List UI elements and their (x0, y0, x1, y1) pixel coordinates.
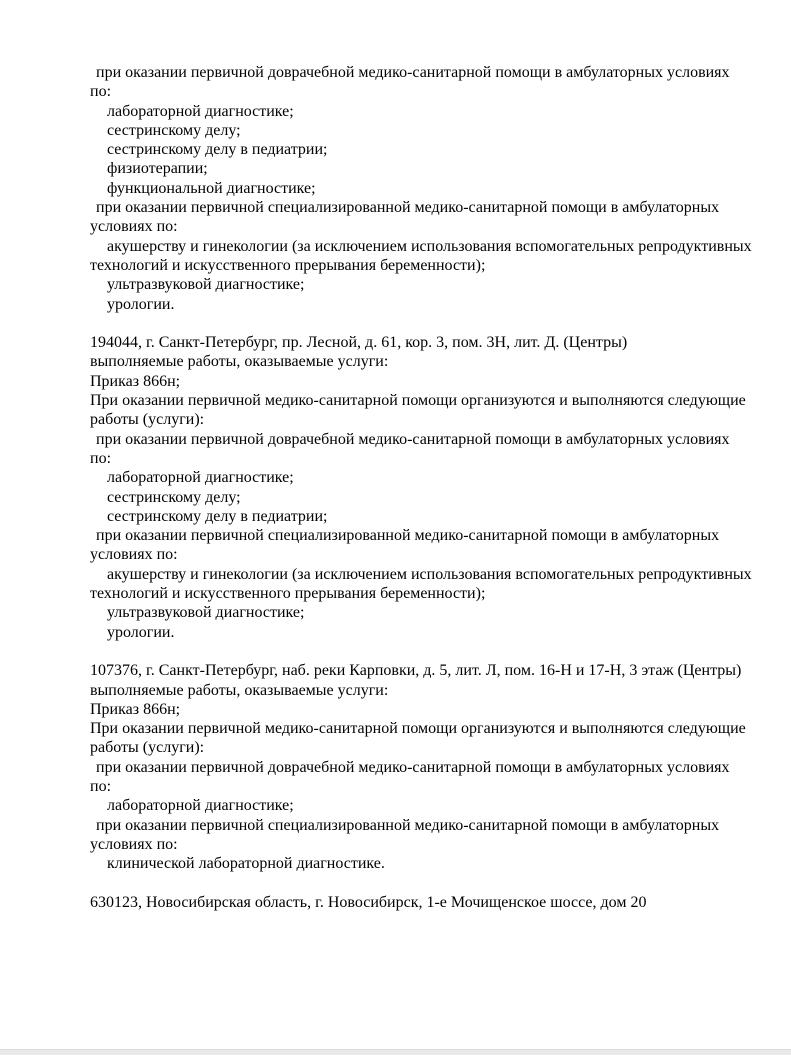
doc-line: при оказании первичной специализированной медико-санитарной помощи в амбулаторных (96, 527, 720, 545)
doc-line: сестринскому делу; (107, 488, 241, 506)
doc-line: 107376, г. Санкт-Петербург, наб. реки Карповки, д. 5, лит. Л, пом. 16-Н и 17-Н, 3 этаж (Центры) (90, 662, 742, 680)
blank-line (90, 314, 755, 333)
doc-line: 194044, г. Санкт-Петербург, пр. Лесной, д. 61, кор. 3, пом. 3Н, лит. Д. (Центры) (90, 334, 628, 352)
doc-line: при оказании первичной доврачебной медико-санитарной помощи в амбулаторных условиях (96, 64, 730, 81)
doc-line: функциональной диагностике; (107, 179, 316, 197)
doc-line: условиях по: (90, 546, 178, 564)
doc-line: Приказ 866н; (90, 700, 181, 718)
blank-line (90, 642, 755, 661)
doc-line: технологий и искусственного прерывания беременности); (90, 585, 486, 603)
doc-line: ультразвуковой диагностике; (107, 276, 305, 294)
doc-line: сестринскому делу в педиатрии; (107, 141, 328, 159)
doc-line: выполняемые работы, оказываемые услуги: (90, 353, 389, 371)
doc-line: урологии. (107, 623, 175, 641)
doc-line: лабораторной диагностике; (107, 469, 294, 487)
doc-line: сестринскому делу в педиатрии; (107, 507, 328, 525)
doc-line: работы (услуги): (90, 411, 205, 429)
doc-line: лабораторной диагностике; (107, 797, 294, 815)
paragraph (90, 333, 755, 642)
doc-line: технологий и искусственного прерывания беременности); (90, 256, 486, 274)
paragraph (90, 63, 755, 314)
paragraph (90, 893, 755, 912)
blank-line (90, 873, 755, 892)
doc-line: при оказании первичной специализированной медико-санитарной помощи в амбулаторных (96, 199, 720, 217)
doc-line: Приказ 866н; (90, 372, 181, 390)
doc-line: по: (90, 83, 112, 101)
doc-line: по: (90, 449, 112, 467)
doc-line: по: (90, 777, 112, 795)
doc-line: при оказании первичной доврачебной медико-санитарной помощи в амбулаторных условиях (96, 758, 730, 776)
doc-line: урологии. (107, 295, 175, 313)
doc-line: физиотерапии; (107, 160, 208, 178)
doc-line: условиях по: (90, 835, 178, 853)
document-body (90, 63, 755, 912)
doc-line: При оказании первичной медико-санитарной помощи организуются и выполняются следующие (90, 392, 746, 410)
doc-line: при оказании первичной специализированной медико-санитарной помощи в амбулаторных (96, 816, 720, 834)
doc-line: акушерству и гинекологии (за исключением использования вспомогательных репродуктивных (107, 565, 752, 583)
paragraph (90, 661, 755, 873)
doc-line: ультразвуковой диагностике; (107, 604, 305, 622)
doc-line: работы (услуги): (90, 739, 205, 757)
doc-line: сестринскому делу; (107, 121, 241, 139)
doc-line: клинической лабораторной диагностике. (107, 855, 385, 873)
doc-line: при оказании первичной доврачебной медико-санитарной помощи в амбулаторных условиях (96, 430, 730, 448)
doc-line: При оказании первичной медико-санитарной помощи организуются и выполняются следующие (90, 720, 746, 738)
doc-line: выполняемые работы, оказываемые услуги: (90, 681, 389, 699)
doc-line: условиях по: (90, 218, 178, 236)
doc-line: 630123, Новосибирская область, г. Новосибирск, 1-е Мочищенское шоссе, дом 20 (90, 893, 647, 911)
doc-line: лабораторной диагностике; (107, 102, 294, 120)
doc-line: акушерству и гинекологии (за исключением использования вспомогательных репродуктивных (107, 237, 752, 255)
footer-divider (0, 1049, 791, 1055)
